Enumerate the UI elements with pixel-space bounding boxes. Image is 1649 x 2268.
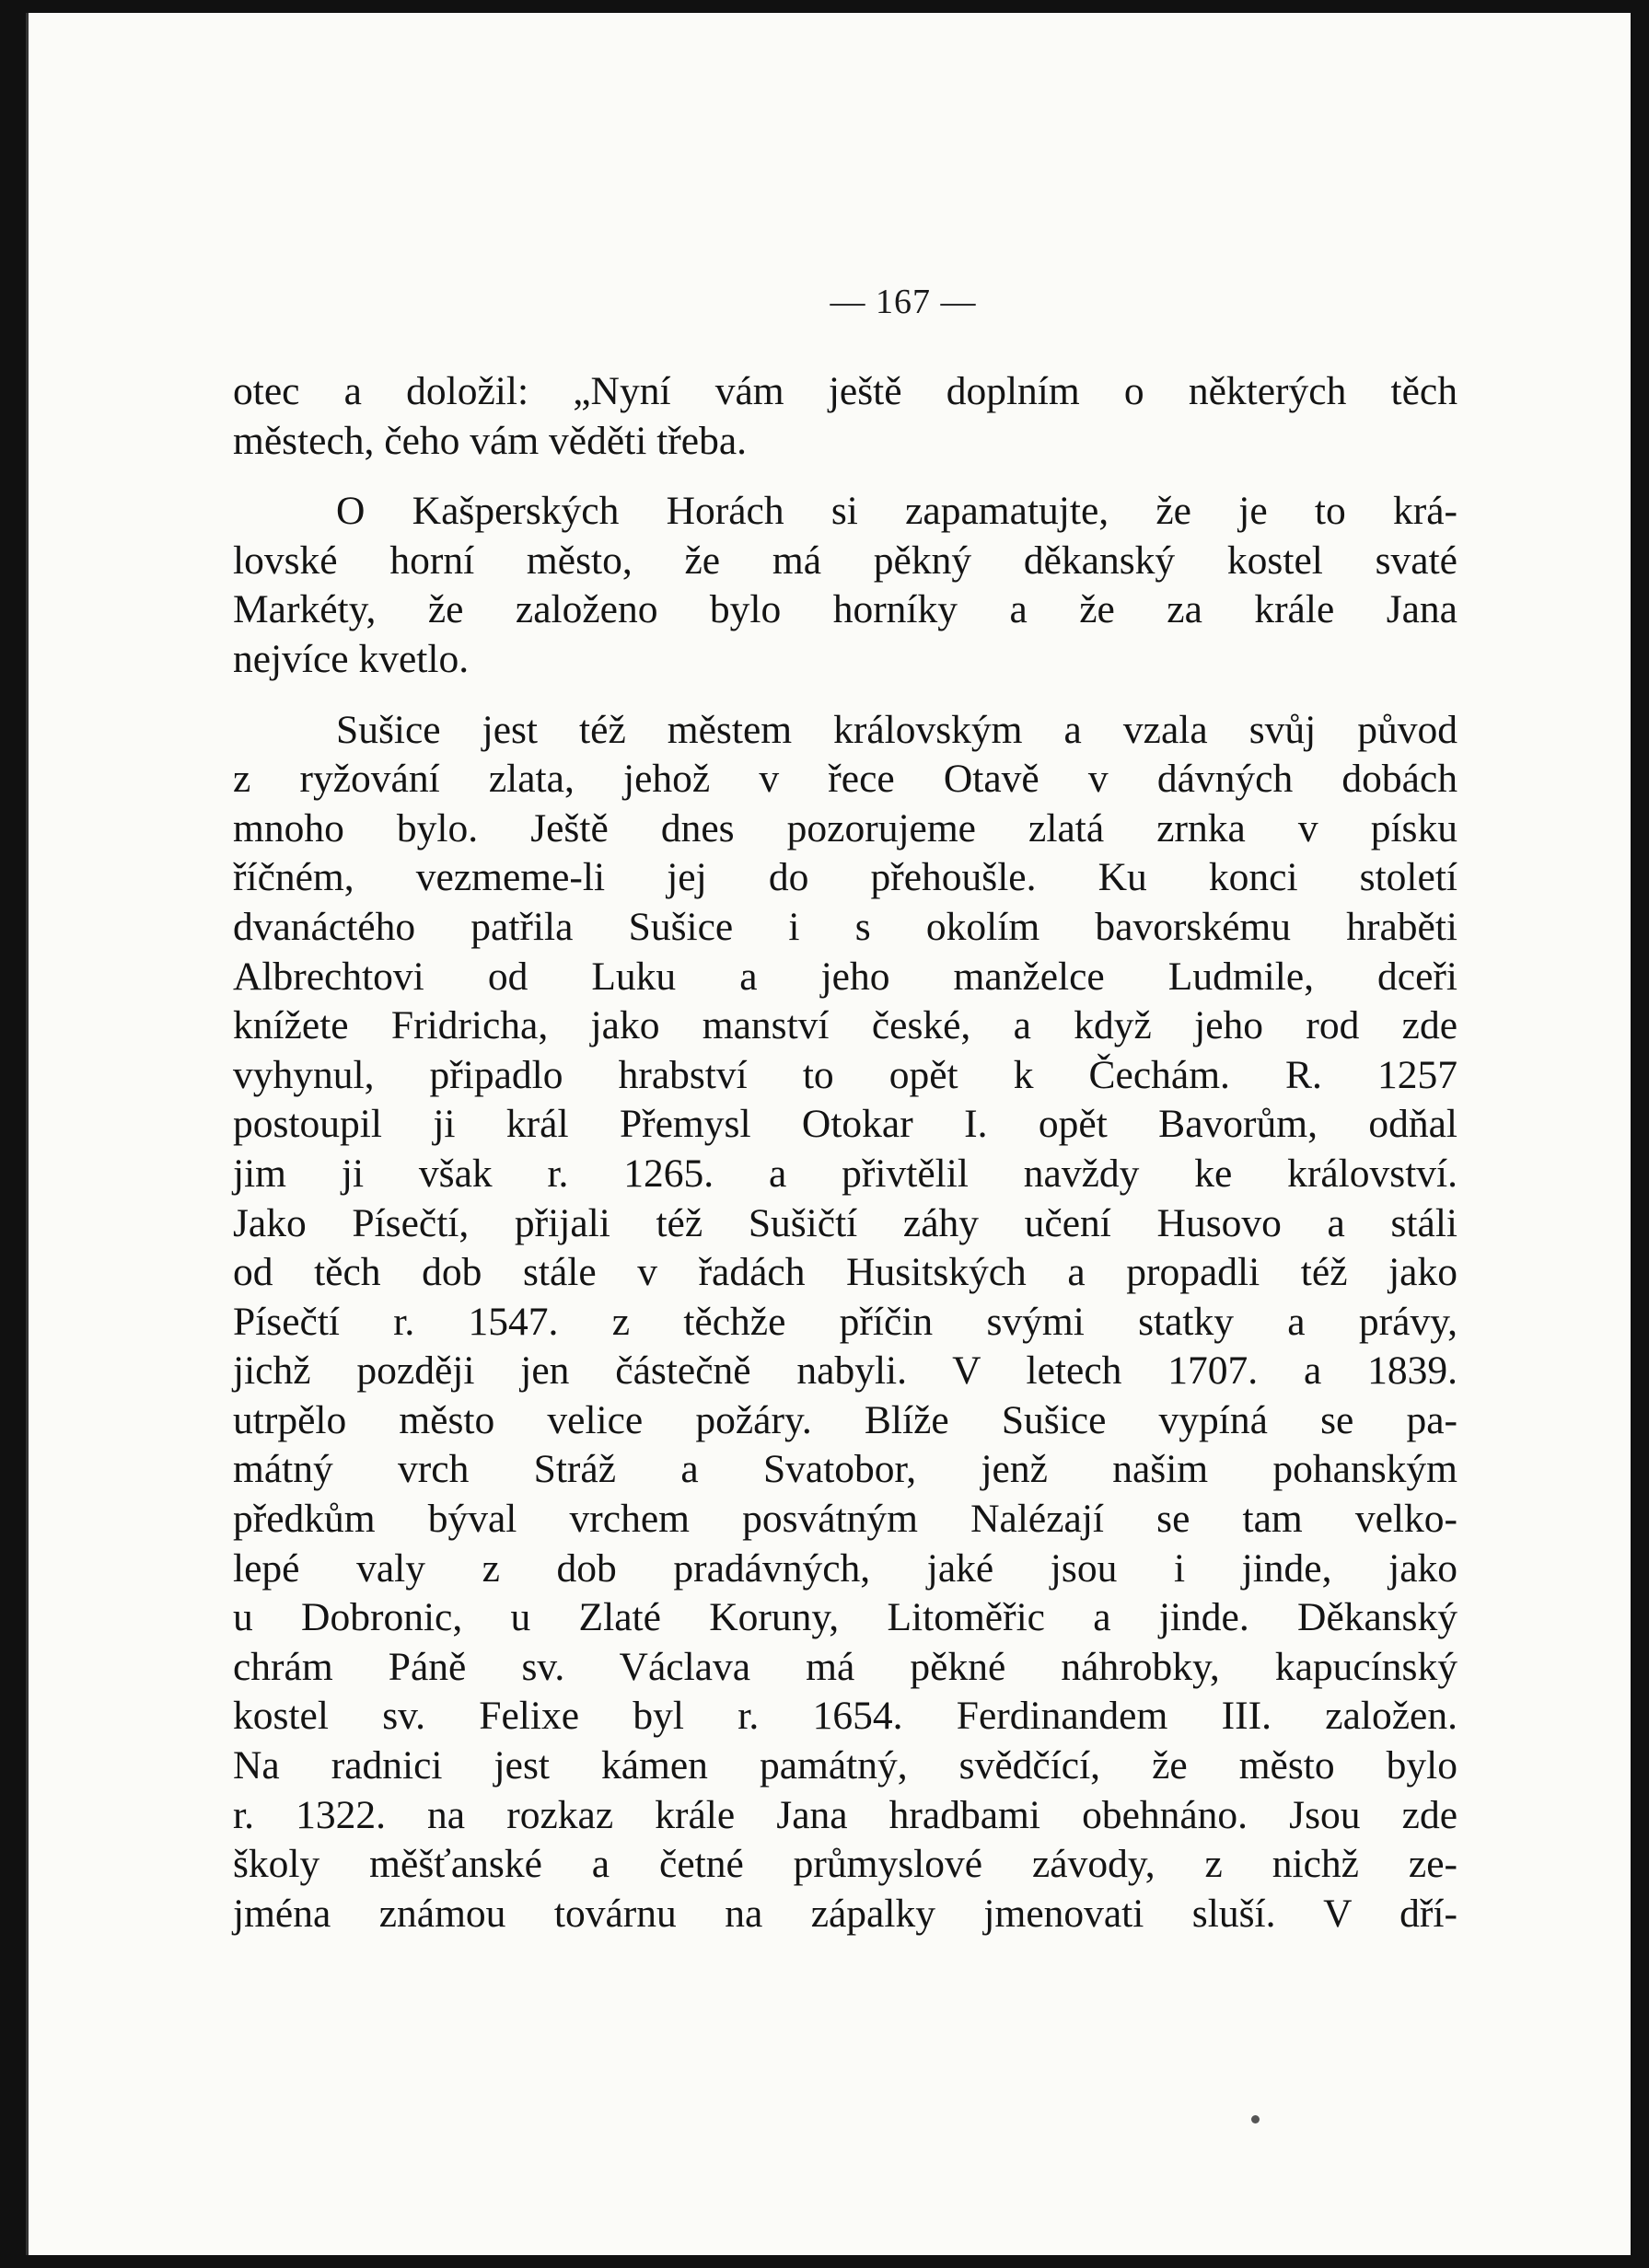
paragraph-2 bbox=[233, 487, 1457, 684]
text-line: předkům býval vrchem posvátným Nalézají se tam velko- bbox=[233, 1497, 1457, 1542]
paragraph-1 bbox=[233, 367, 1457, 466]
text-line: Na radnici jest kámen památný, svědčící, že město bylo bbox=[233, 1743, 1457, 1788]
text-line: utrpělo město velice požáry. Blíže Sušice vypíná se pa- bbox=[233, 1397, 1457, 1442]
text-line: u Dobronic, u Zlaté Koruny, Litoměřic a jinde. Děkanský bbox=[233, 1595, 1457, 1640]
text-line: lovské horní město, že má pěkný děkanský kostel svaté bbox=[233, 538, 1457, 583]
text-line: Albrechtovi od Luku a jeho manželce Ludmile, dceři bbox=[233, 954, 1457, 999]
page-number: — 167 — bbox=[830, 283, 977, 321]
text-line: Markéty, že založeno bylo horníky a že za krále Jana bbox=[233, 587, 1457, 632]
paragraph-3 bbox=[233, 706, 1457, 1939]
text-line: z ryžování zlata, jehož v řece Otavě v dávných dobách bbox=[233, 757, 1457, 802]
ink-speck bbox=[1251, 2115, 1260, 2123]
text-line: O Kašperských Horách si zapamatujte, že je to krá- bbox=[336, 489, 1457, 534]
text-line: říčném, vezmeme-li jej do přehoušle. Ku konci století bbox=[233, 855, 1457, 900]
text-line: kostel sv. Felixe byl r. 1654. Ferdinandem III. založen. bbox=[233, 1694, 1457, 1739]
body-text bbox=[233, 367, 1457, 1960]
text-line: lepé valy z dob pradávných, jaké jsou i jinde, jako bbox=[233, 1545, 1457, 1591]
text-line: mnoho bylo. Ještě dnes pozorujeme zlatá zrnka v písku bbox=[233, 805, 1457, 850]
text-line: jména známou továrnu na zápalky jmenovati sluší. V dří- bbox=[233, 1891, 1457, 1936]
text-line: jim ji však r. 1265. a přivtělil navždy ke království. bbox=[233, 1151, 1457, 1196]
book-page bbox=[26, 13, 1631, 2255]
text-line: jichž později jen částečně nabyli. V letech 1707. a 1839. bbox=[233, 1348, 1457, 1394]
text-line: nejvíce kvetlo. bbox=[233, 636, 470, 681]
text-line: vyhynul, připadlo hrabství to opět k Čechám. R. 1257 bbox=[233, 1052, 1457, 1097]
text-line: dvanáctého patřila Sušice i s okolím bavorskému hraběti bbox=[233, 904, 1457, 949]
text-line: postoupil ji král Přemysl Otokar I. opět Bavorům, odňal bbox=[233, 1102, 1457, 1147]
text-line: chrám Páně sv. Václava má pěkné náhrobky, kapucínský bbox=[233, 1644, 1457, 1689]
text-line: otec a doložil: „Nyní vám ještě doplním o některých těch bbox=[233, 369, 1457, 413]
text-line: mátný vrch Stráž a Svatobor, jenž našim pohanským bbox=[233, 1447, 1457, 1492]
text-line: knížete Fridricha, jako manství české, a když jeho rod zde bbox=[233, 1003, 1457, 1048]
text-line: od těch dob stále v řadách Husitských a propadli též jako bbox=[233, 1250, 1457, 1295]
text-line: Písečtí r. 1547. z těchže příčin svými statky a právy, bbox=[233, 1299, 1457, 1344]
text-line: r. 1322. na rozkaz krále Jana hradbami obehnáno. Jsou zde bbox=[233, 1792, 1457, 1837]
text-line: městech, čeho vám věděti třeba. bbox=[233, 418, 748, 463]
text-line: Jako Písečtí, přijali též Sušičtí záhy učení Husovo a stáli bbox=[233, 1200, 1457, 1245]
text-line: školy měšťanské a četné průmyslové závody, z nichž ze- bbox=[233, 1842, 1457, 1887]
text-line: Sušice jest též městem královským a vzala svůj původ bbox=[336, 707, 1457, 752]
